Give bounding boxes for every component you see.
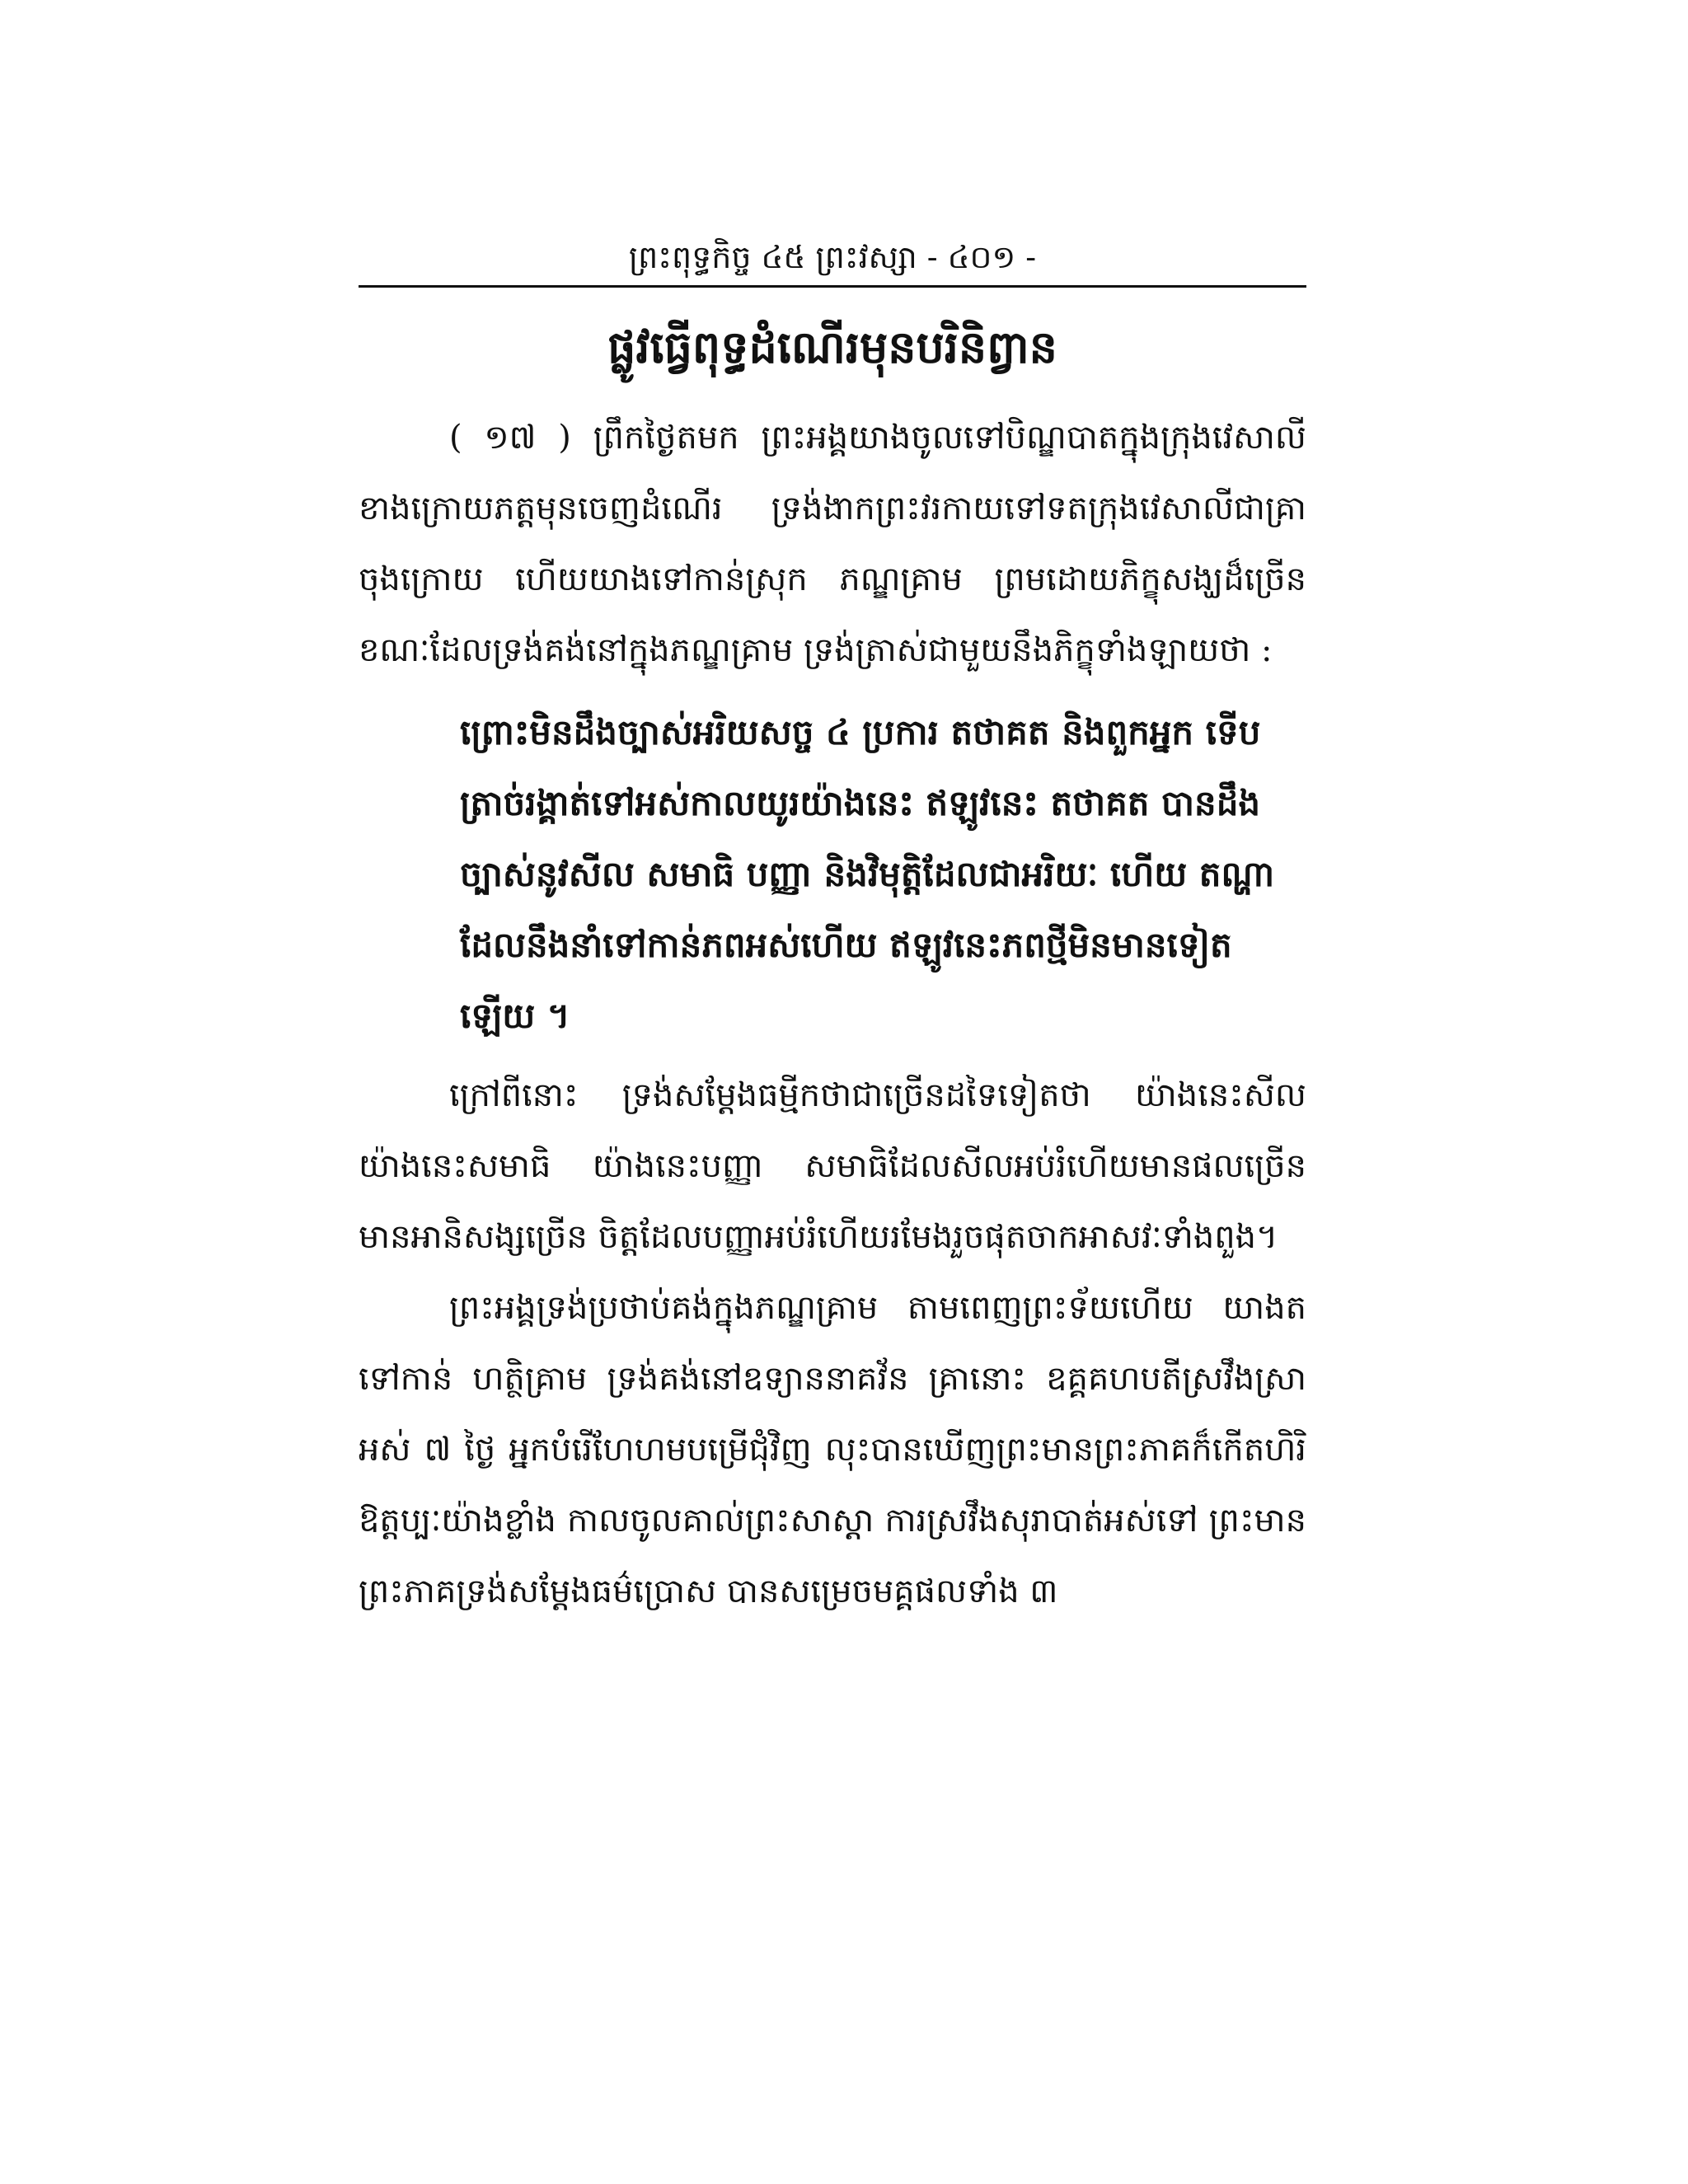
paragraph-2: ក្រៅពីនោះ ទ្រង់សម្តែងធម្មីកថាជាច្រើនដទៃទៀតថា យ៉ាងនេះសីល យ៉ាងនេះសមាធិ យ៉ាងនេះបញ្ញា សមាធិដែលសីលអប់រំហើយមានផលច្រើន មានអានិសង្សច្រើន ចិត្តដែលបញ្ញាអប់រំហើយរមែងរួចផុតចាកអាសវៈទាំងពួង។ — [359, 1076, 1306, 1256]
paragraph-3: ព្រះអង្គទ្រង់ប្រថាប់គង់ក្នុងភណ្ឌគ្រាម តាមពេញព្រះទ័យហើយ យាងតទៅកាន់ ហត្ថិគ្រាម ទ្រង់គង់នៅឧទ្យាននាគវ័ន គ្រានោះ ឧគ្គគហបតីស្រវឹងស្រាអស់ ៧ ថ្ងៃ អ្នកបំរើហែហមបម្រើជុំវិញ លុះបានឃើញព្រះមានព្រះភាគក៏កើតហិរិឱត្តប្បៈយ៉ាងខ្លាំង កាលចូលគាល់ព្រះសាស្តា ការស្រវឹងសុរាបាត់អស់ទៅ ព្រះមានព្រះភាគទ្រង់សម្តែងធម៌ប្រោស បានសម្រេចមគ្គផលទាំង ៣ — [359, 1289, 1306, 1610]
paragraph-1: ( ១៧ ) ព្រឹកថ្ងៃតមក ព្រះអង្គយាងចូលទៅបិណ្ឌបាតក្នុងក្រុងវេសាលី ខាងក្រោយភត្តមុនចេញដំណើរ ទ្រង់ងាកព្រះវរកាយទៅទតក្រុងវេសាលីជាគ្រាចុងក្រោយ ហើយយាងទៅកាន់ស្រុក ភណ្ឌគ្រាម ព្រមដោយភិក្ខុសង្ឃដ៏ច្រើន ខណៈដែលទ្រង់គង់នៅក្នុងភណ្ឌគ្រាម ទ្រង់ត្រាស់ជាមួយនឹងភិក្ខុទាំងឡាយថា : — [359, 419, 1306, 669]
quote-block: ព្រោះមិនដឹងច្បាស់អរិយសច្ច ៤ ប្រការ តថាគត និងពួកអ្នក ទើបត្រាច់រង្គាត់ទៅអស់កាលយូរយ៉ាងនេះ ឥឡូវនេះ តថាគត បានដឹងច្បាស់នូវសីល សមាធិ បញ្ញា និងវិមុត្តិដែលជាអរិយៈ ហើយ តណ្ហាដែលនឹងនាំទៅកាន់ភពអស់ហើយ ឥឡូវនេះភពថ្មីមិនមានទៀតឡើយ ។ — [460, 712, 1275, 1036]
chapter-title: ផ្លូវធ្វើពុទ្ធដំណើរមុនបរិនិព្វាន — [607, 321, 1057, 373]
header-divider — [359, 285, 1306, 288]
running-header: ព្រះពុទ្ធកិច្ច ៤៥ ព្រះវស្សា - ៤០១ - — [628, 239, 1037, 275]
